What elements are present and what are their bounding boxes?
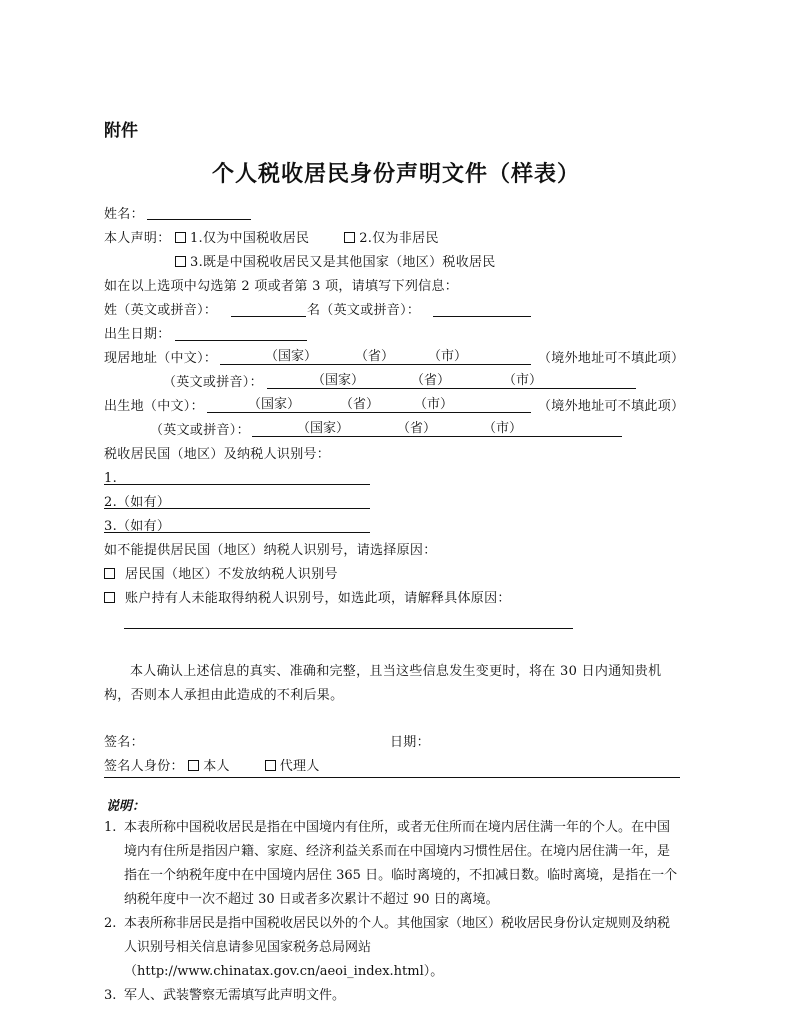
tin-field-2[interactable] [104, 508, 370, 509]
note-text: 军人、武装警察无需填写此声明文件。 [124, 988, 346, 1003]
note-text: 本表所称中国税收居民是指在中国境内有住所，或者无住所而在境内居住满一年的个人。在中国境内有住所是指因户籍、家庭、经济利益关系而在中国境内习惯性居住。在境内居住满一年，是指在一个纳税年度中在中国境内居住 365 日。临时离境的，不扣减日数。临时离境，是指在一个纳税年度中一次不超过 30 日或者多次累计不超过 90 日的离境。 [124, 820, 678, 907]
birth-date-field[interactable] [175, 340, 307, 341]
tin-field-1[interactable] [104, 484, 370, 485]
note-text: 本表所称非居民是指中国税收居民以外的个人。其他国家（地区）税收居民身份认定规则及纳税人识别号相关信息请参见国家税务总局网站（http://www.chinatax.gov.cn/aeoi_index.html）。 [124, 916, 671, 979]
birthplace-cn-country: （国家） [248, 397, 301, 412]
address-cn-province: （省） [355, 349, 395, 364]
option2-label: 2.仅为非居民 [359, 231, 439, 246]
note-number: 3. [104, 988, 117, 1003]
signature-divider [104, 777, 680, 778]
birthplace-en-label: （英文或拼音）： [150, 423, 250, 438]
address-en-city: （市） [503, 373, 543, 388]
birthplace-cn-province: （省） [340, 397, 380, 412]
birthplace-en-city: （市） [483, 421, 523, 436]
name-label: 姓名： [104, 207, 144, 222]
option3-label: 3.既是中国税收居民又是其他国家（地区）税收居民 [190, 255, 496, 270]
option1-label: 1.仅为中国税收居民 [189, 231, 310, 246]
no-tin-reason2-row [104, 591, 511, 607]
no-tin-reason2-checkbox[interactable] [104, 592, 115, 603]
signer-agent-label: 代理人 [279, 759, 320, 774]
address-cn-label: 现居地址（中文）： [104, 351, 218, 366]
confirmation-text: 本人确认上述信息的真实、准确和完整，且当这些信息发生变更时，将在 30 日内通知贵机构，否则本人承担由此造成的不利后果。 [104, 664, 662, 703]
tin-item-2: 2.（如有） [104, 495, 171, 510]
signer-identity-row [104, 759, 320, 775]
option1-checkbox[interactable] [175, 232, 186, 243]
address-note: （境外地址可不填此项） [538, 351, 685, 366]
address-cn-city: （市） [428, 349, 468, 364]
address-en-country: （国家） [312, 373, 365, 388]
notes-title: 说明： [106, 799, 146, 814]
birth-date-label: 出生日期： [104, 327, 171, 342]
appendix-label: 附件 [104, 121, 138, 141]
no-tin-reason1-row [104, 567, 338, 583]
signer-self-label: 本人 [203, 759, 230, 774]
declaration-label: 本人声明： [104, 231, 171, 246]
instruction-text: 如在以上选项中勾选第 2 项或者第 3 项，请填写下列信息： [104, 279, 459, 294]
tin-field-3[interactable] [104, 532, 370, 533]
no-tin-reason2-label: 账户持有人未能取得纳税人识别号，如选此项，请解释具体原因： [125, 591, 511, 606]
birthplace-cn-city: （市） [414, 397, 454, 412]
declaration-row [104, 231, 439, 247]
birthplace-note: （境外地址可不填此项） [538, 399, 685, 414]
signature-label: 签名： [104, 735, 144, 750]
tin-item-1: 1. [104, 471, 118, 486]
option3-checkbox[interactable] [175, 256, 186, 267]
declaration-row-2 [175, 255, 496, 271]
note-number: 1. [104, 820, 117, 835]
signer-self-checkbox[interactable] [188, 760, 199, 771]
surname-field[interactable] [231, 316, 306, 317]
date-label: 日期： [390, 735, 430, 750]
option2-checkbox[interactable] [344, 232, 355, 243]
tin-item-3: 3.（如有） [104, 519, 171, 534]
surname-label: 姓（英文或拼音）： [104, 303, 218, 318]
signer-agent-checkbox[interactable] [265, 760, 276, 771]
tin-label: 税收居民国（地区）及纳税人识别号： [104, 447, 331, 462]
note-number: 2. [104, 916, 117, 931]
given-name-field[interactable] [433, 316, 531, 317]
address-en-province: （省） [411, 373, 451, 388]
birthplace-cn-label: 出生地（中文）： [104, 399, 204, 414]
no-tin-reason1-checkbox[interactable] [104, 568, 115, 579]
birthplace-en-province: （省） [397, 421, 437, 436]
no-tin-reason1-label: 居民国（地区）不发放纳税人识别号 [125, 567, 338, 582]
name-field[interactable] [147, 219, 251, 220]
page-title: 个人税收居民身份声明文件（样表） [211, 162, 580, 187]
birthplace-en-country: （国家） [297, 421, 350, 436]
address-en-label: （英文或拼音）： [163, 375, 263, 390]
signer-identity-label: 签名人身份： [104, 759, 184, 774]
no-tin-label: 如不能提供居民国（地区）纳税人识别号，请选择原因： [104, 543, 437, 558]
address-cn-country: （国家） [265, 349, 318, 364]
reason-explanation-field[interactable] [124, 628, 573, 629]
given-name-label: 名（英文或拼音）： [307, 303, 421, 318]
